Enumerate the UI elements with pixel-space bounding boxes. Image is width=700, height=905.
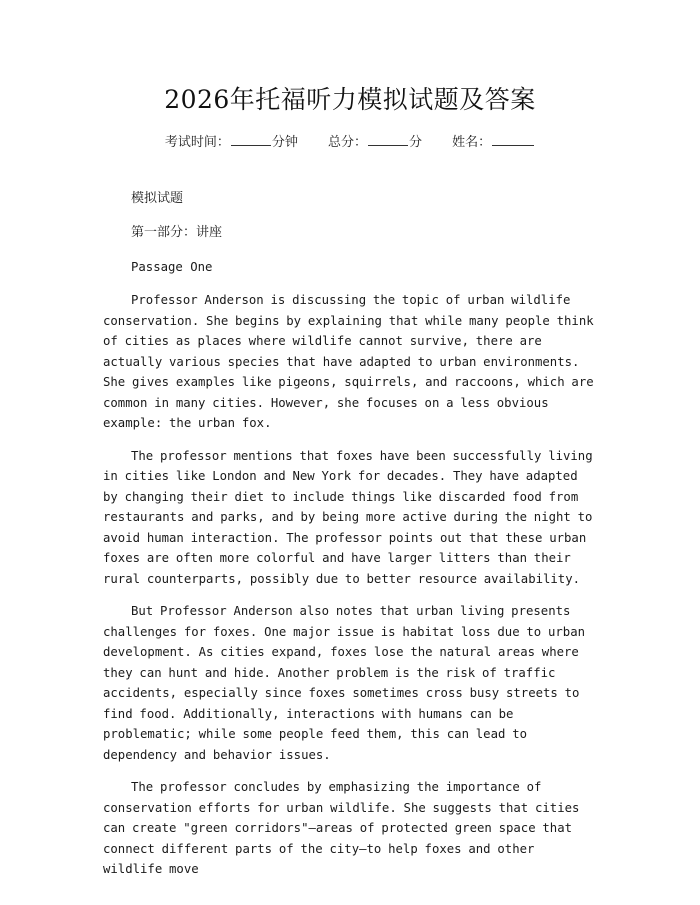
- document-body: [103, 188, 598, 892]
- exam-time-label: 考试时间：: [164, 135, 230, 150]
- exam-time-field: [165, 131, 298, 150]
- student-name-label: 姓名：: [452, 135, 492, 150]
- student-name-field: [452, 131, 535, 150]
- total-score-blank: [368, 134, 408, 146]
- exam-info-line: [0, 131, 700, 150]
- part-heading: 第一部分：讲座: [131, 225, 223, 240]
- passage-paragraph: The professor mentions that foxes have been successfully living in cities like London and New York for decades. They have adapted by changing their diet to include things like discarded food from restaurants and parks, and by being more active during the night to avoid human interaction. The professor points out that these urban foxes are often more colorful and have larger litters than their rural counterparts, possibly due to better resource availability.: [103, 448, 593, 586]
- section-heading: 模拟试题: [131, 191, 184, 206]
- total-score-unit: 分: [409, 135, 423, 150]
- passage-paragraph: The professor concludes by emphasizing the importance of conservation efforts for urban wildlife. She suggests that cities can create "green corridors"—areas of protected green space that connect different parts of the city—to help foxes and other wildlife move: [103, 780, 580, 876]
- total-score-field: [328, 131, 422, 150]
- student-name-blank: [492, 134, 534, 146]
- exam-time-blank: [231, 134, 271, 146]
- document-title: 2026年托福听力模拟试题及答案: [164, 85, 536, 114]
- passage-paragraph: But Professor Anderson also notes that urban living presents challenges for foxes. One major issue is habitat loss due to urban development. As cities expand, foxes lose the natural areas where they can hunt and hide. Another problem is the risk of traffic accidents, especially since foxes sometimes cross busy streets to find food. Additionally, interactions with humans can be problematic; while some people feed them, this can lead to dependency and behavior issues.: [103, 604, 586, 762]
- exam-time-unit: 分钟: [271, 135, 298, 150]
- passage-heading: Passage One: [131, 260, 213, 274]
- total-score-label: 总分：: [327, 135, 367, 150]
- passage-paragraph: Professor Anderson is discussing the topic of urban wildlife conservation. She begins by explaining that while many people think of cities as places where wildlife cannot survive, there are actually various species that have adapted to urban environments. She gives examples like pigeons, squirrels, and raccoons, which are common in many cities. However, she focuses on a less obvious example: the urban fox.: [103, 293, 594, 430]
